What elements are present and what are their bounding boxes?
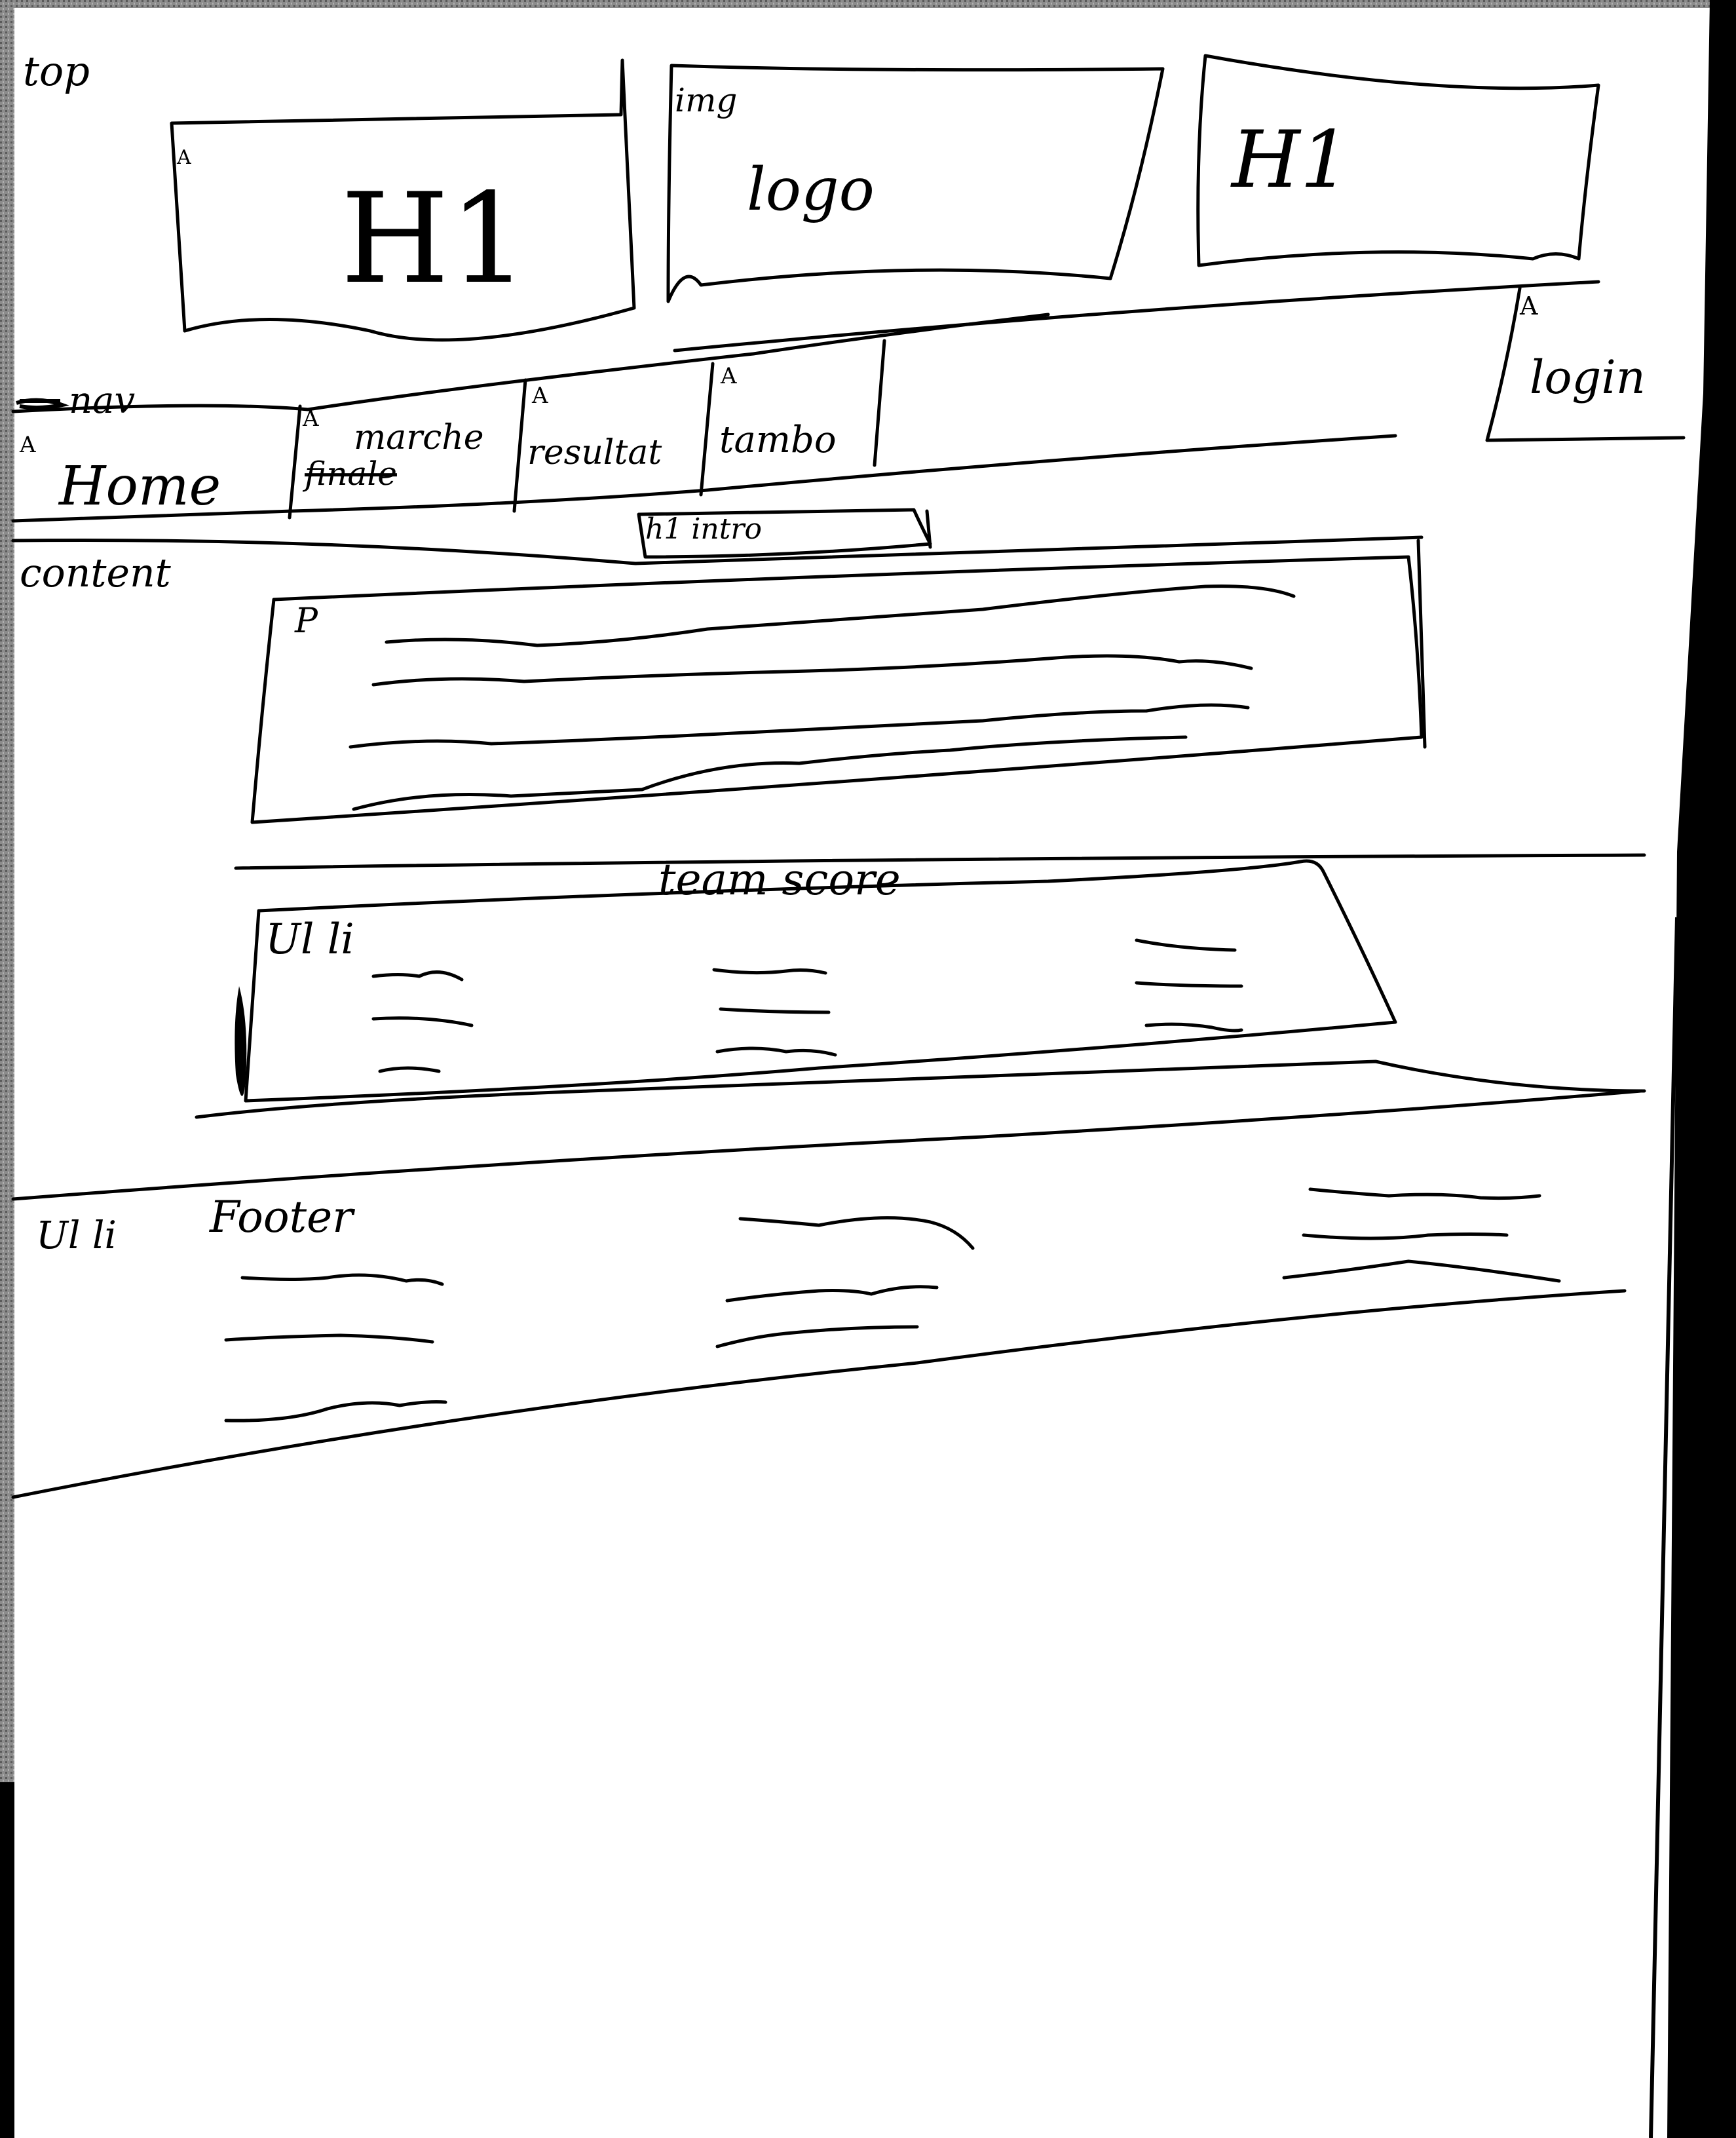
p-line-1 (387, 586, 1294, 645)
score-ul-li-label: Ul li (265, 915, 354, 964)
img-tag: img (675, 81, 738, 119)
nav-item-resultat[interactable]: resultat (527, 433, 662, 472)
footer-col2-line2 (727, 1287, 937, 1301)
content-label: content (20, 550, 171, 596)
footer-col2-line1 (740, 1218, 973, 1248)
p-line-4 (354, 737, 1186, 809)
nav-item-tambo[interactable]: tambo (719, 419, 837, 461)
nav-divider-2 (514, 380, 525, 511)
score-col2-line2 (721, 1009, 829, 1012)
footer-ul-li-label: Ul li (36, 1213, 117, 1257)
login-tag: A (1520, 292, 1538, 320)
footer-col3-line1 (1310, 1189, 1539, 1198)
score-col1-line1 (373, 972, 462, 980)
nav-item-resultat-tag: A (532, 383, 548, 409)
nav-item-struck-word: finale (305, 455, 397, 493)
footer-col2-line3 (717, 1327, 917, 1346)
team-score-label: team score (658, 854, 901, 905)
p-tag: P (295, 601, 318, 641)
nav-label: nav (69, 379, 136, 422)
footer-top-line (13, 1091, 1641, 1199)
scribble-out (16, 400, 62, 408)
nav-divider-1 (290, 406, 300, 518)
nav-divider-3 (701, 364, 713, 495)
p-line-2 (373, 656, 1251, 685)
footer-label: Footer (210, 1192, 353, 1242)
nav-item-home[interactable]: Home (59, 455, 221, 518)
nav-divider-4 (875, 341, 884, 465)
footer-col1-line3 (226, 1402, 445, 1421)
score-col2-line3 (717, 1048, 835, 1055)
logo-text: logo (747, 155, 875, 224)
h1-right-text: H1 (1232, 115, 1350, 206)
footer-col3-line2 (1304, 1234, 1507, 1239)
score-col1-line3 (380, 1068, 439, 1071)
score-col3-line1 (1137, 940, 1235, 950)
score-col2-line1 (714, 970, 825, 973)
top-divider (675, 282, 1598, 351)
footer-col1-line1 (242, 1275, 442, 1284)
score-col3-line3 (1146, 1024, 1241, 1031)
ink-blot (235, 986, 246, 1096)
footer-bottom-line (13, 1291, 1625, 1497)
h1-left-text: H1 (341, 166, 529, 311)
nav-item-home-tag: A (20, 432, 36, 458)
top-label: top (23, 47, 90, 95)
nav-item-marche-tag: A (303, 406, 319, 432)
content-bottom-line (236, 855, 1644, 868)
login-link[interactable]: login (1530, 351, 1646, 404)
score-col1-line2 (373, 1018, 472, 1025)
h1-left-tag: A (177, 146, 191, 169)
intro-box-text: h1 intro (645, 512, 762, 546)
p-box (252, 557, 1422, 822)
box-img-logo (668, 66, 1163, 301)
score-col3-line2 (1137, 983, 1241, 986)
footer-col1-line2 (226, 1335, 432, 1342)
nav-item-tambo-tag: A (721, 363, 737, 389)
footer-col3-line3 (1284, 1261, 1559, 1281)
nav-item-marche[interactable]: marche (354, 418, 484, 457)
